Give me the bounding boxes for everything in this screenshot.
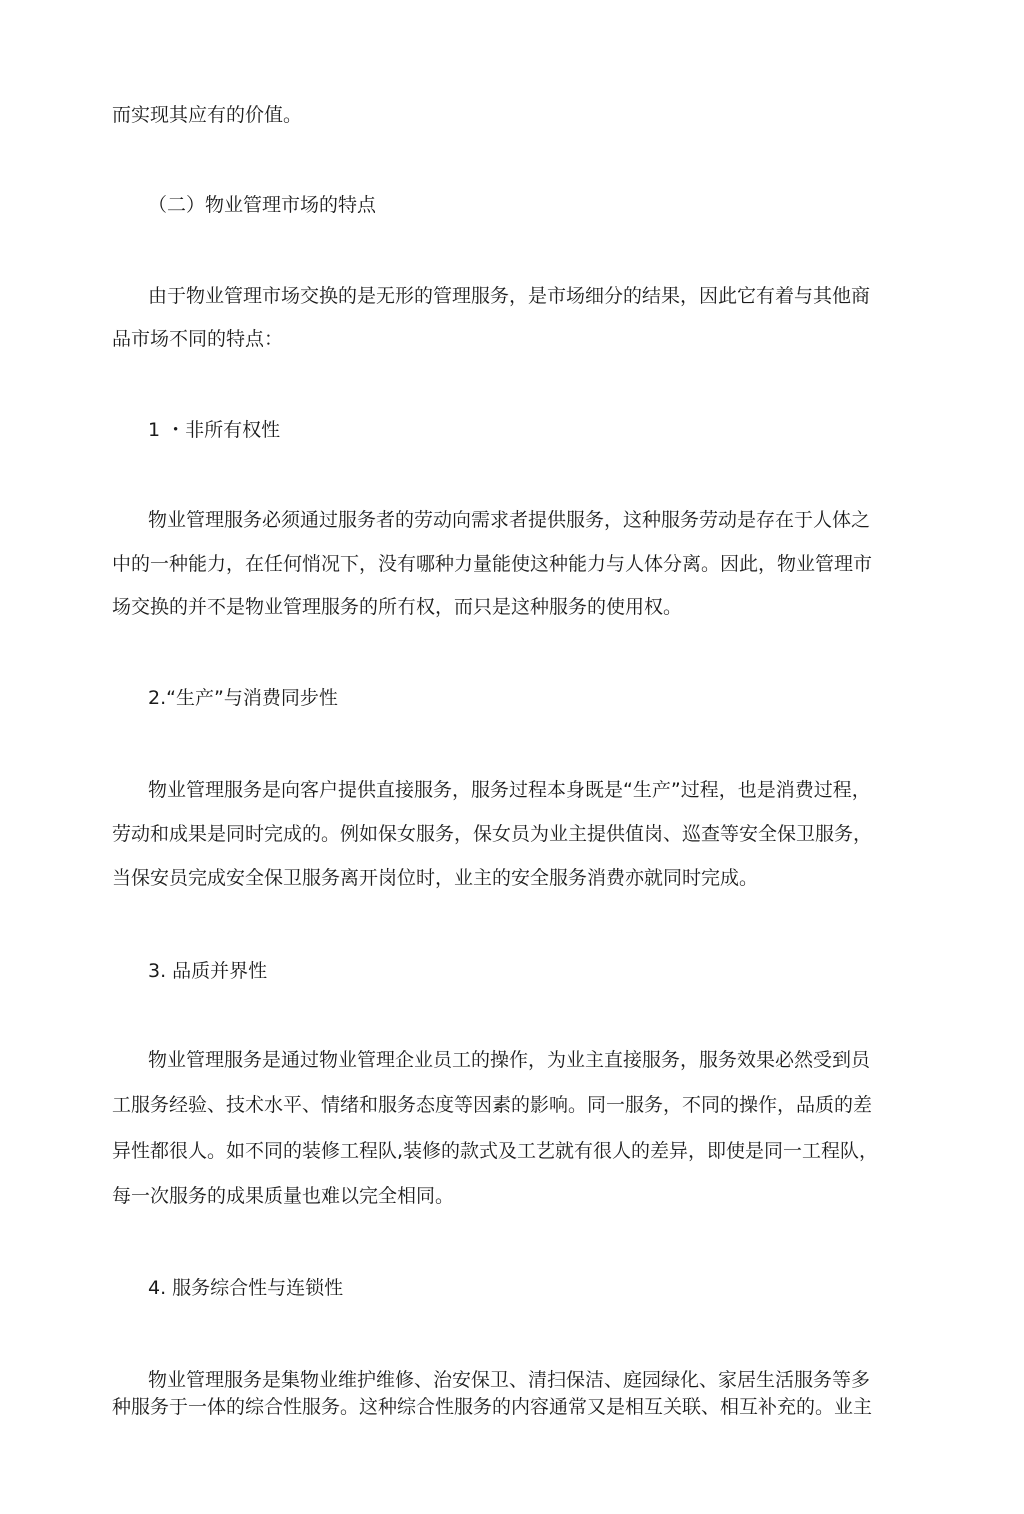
item-paragraph-line: 异性都很人。如不同的装修工程队,装修的款式及工艺就有很人的差异，即使是同一工程队，	[112, 1140, 879, 1162]
item-paragraph-line: 物业管理服务是向客户提供直接服务，服务过程本身既是“生产”过程，也是消费过程，	[148, 779, 871, 801]
item-paragraph-line: 物业管理服务是通过物业管理企业员工的操作，为业主直接服务，服务效果必然受到员	[148, 1049, 871, 1071]
item-paragraph-line: 物业管理服务是集物业维护维修、治安保卫、清扫保洁、庭园绿化、家居生活服务等多	[148, 1369, 871, 1391]
item-paragraph-line: 场交换的并不是物业管理服务的所冇权，而只是这种服务的使用权。	[112, 596, 683, 618]
item-heading: 1 ・非所有权性	[148, 419, 281, 441]
item-heading: 4. 服务综合性与连锁性	[148, 1277, 344, 1299]
item-paragraph-line: 当保安员完成安全保卫服务离开岗位时，业主的安全服务消费亦就同时完成。	[112, 867, 759, 889]
paragraph-tail: 而实现其应有的价值。	[112, 104, 303, 126]
item-paragraph-line: 种服务于一体的综合性服务。这种综合性服务的内容通常又是相互关联、相互补充的。业主	[112, 1396, 873, 1418]
item-paragraph-line: 中的一种能力，在任何悄况下，没有哪种力量能使这种能力与人体分离。因此，物业管理市	[112, 553, 873, 575]
intro-paragraph-line: 品市场不同的特点：	[112, 328, 284, 350]
item-paragraph-line: 工服务经验、技术水平、情绪和服务态度等因素的影响。同一服务，不同的操作，品质的差	[112, 1094, 873, 1116]
item-paragraph-line: 物业管理服务必须通过服务者的劳动向需求者提供服务，这种服务劳动是存在于人体之	[148, 509, 871, 531]
item-heading: 3. 品质并界性	[148, 960, 268, 982]
item-heading: 2.“生产”与消费同步性	[148, 687, 338, 709]
section-heading: （二）物业管理市场的特点	[148, 194, 377, 216]
intro-paragraph-line: 由于物业管理市场交换的是无形的管理服务，是市场细分的结果，因此它有着与其他商	[148, 285, 871, 307]
item-paragraph-line: 每一次服务的成果质量也难以完全相同。	[112, 1185, 455, 1207]
item-paragraph-line: 劳动和成果是同时完成的。例如保女服务，保女员为业主提供值岗、巡查等安全保卫服务，	[112, 823, 873, 845]
